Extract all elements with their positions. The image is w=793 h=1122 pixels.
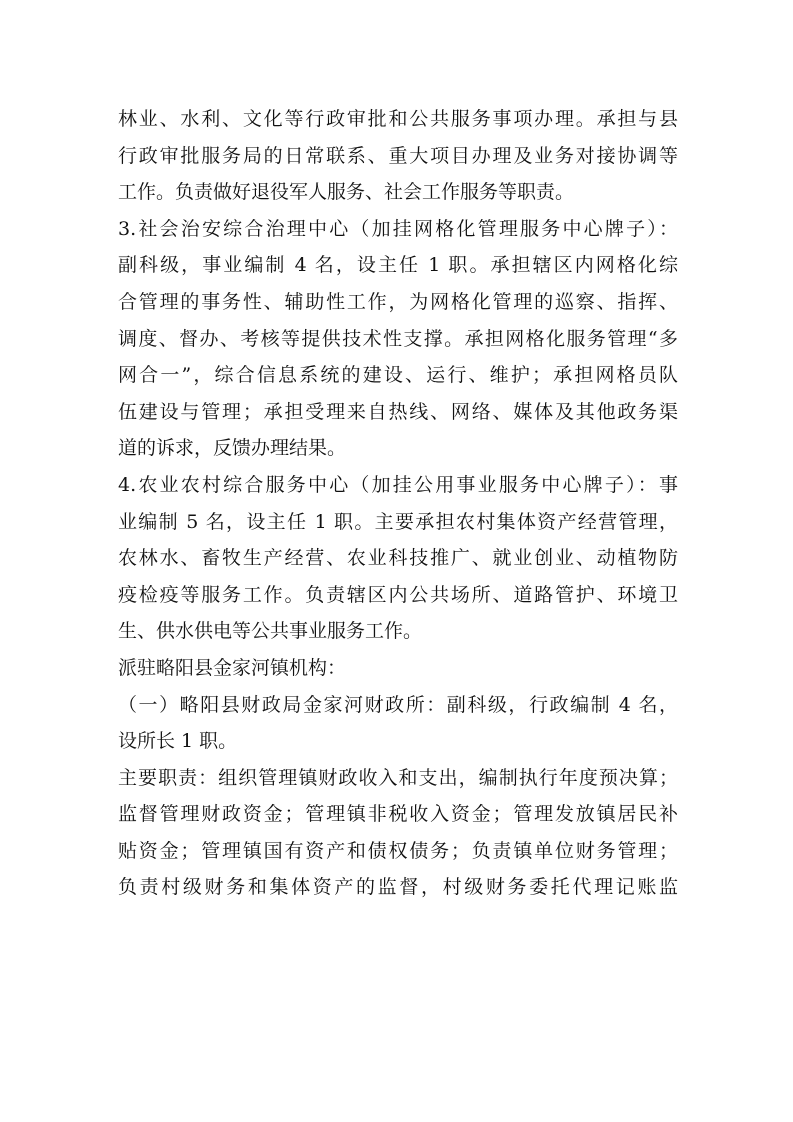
text-line: 副科级，事业编制 4 名，设主任 1 职。承担辖区内网格化综 (118, 254, 678, 277)
text-line: 监督管理财政资金；管理镇非税收入资金；管理发放镇居民补 (118, 803, 678, 826)
text-line: 工作。负责做好退役军人服务、社会工作服务等职责。 (118, 181, 575, 204)
text-line: 派驻略阳县金家河镇机构： (118, 656, 347, 679)
text-line: 业编制 5 名，设主任 1 职。主要承担农村集体资产经营管理， (118, 510, 678, 533)
text-line: （一）略阳县财政局金家河财政所：副科级，行政编制 4 名， (118, 693, 678, 716)
text-line: 道的诉求，反馈办理结果。 (118, 437, 347, 460)
text-line: 负责村级财务和集体资产的监督，村级财务委托代理记账监 (118, 876, 678, 899)
text-line: 疫检疫等服务工作。负责辖区内公共场所、道路管护、环境卫 (118, 583, 678, 606)
text-line: 伍建设与管理；承担受理来自热线、网络、媒体及其他政务渠 (118, 400, 678, 423)
text-line: 生、供水供电等公共事业服务工作。 (118, 620, 423, 643)
text-line: 主要职责：组织管理镇财政收入和支出，编制执行年度预决算； (118, 766, 678, 789)
text-line: 行政审批服务局的日常联系、重大项目办理及业务对接协调等 (118, 144, 678, 167)
text-line: 贴资金；管理镇国有资产和债权债务；负责镇单位财务管理； (118, 839, 678, 862)
text-line: 农林水、畜牧生产经营、农业科技推广、就业创业、动植物防 (118, 547, 678, 570)
text-line: 调度、督办、考核等提供技术性支撑。承担网格化服务管理“多 (118, 327, 678, 350)
text-line: 网合一”，综合信息系统的建设、运行、维护；承担网格员队 (118, 364, 678, 387)
text-line: 合管理的事务性、辅助性工作，为网格化管理的巡察、指挥、 (118, 290, 678, 313)
text-line: 4.农业农村综合服务中心（加挂公用事业服务中心牌子）：事 (118, 473, 678, 496)
text-line: 设所长 1 职。 (118, 730, 238, 753)
body-text (118, 101, 678, 906)
text-line: 3.社会治安综合治理中心（加挂网格化管理服务中心牌子）： (118, 217, 678, 240)
text-line: 林业、水利、文化等行政审批和公共服务事项办理。承担与县 (118, 108, 678, 130)
